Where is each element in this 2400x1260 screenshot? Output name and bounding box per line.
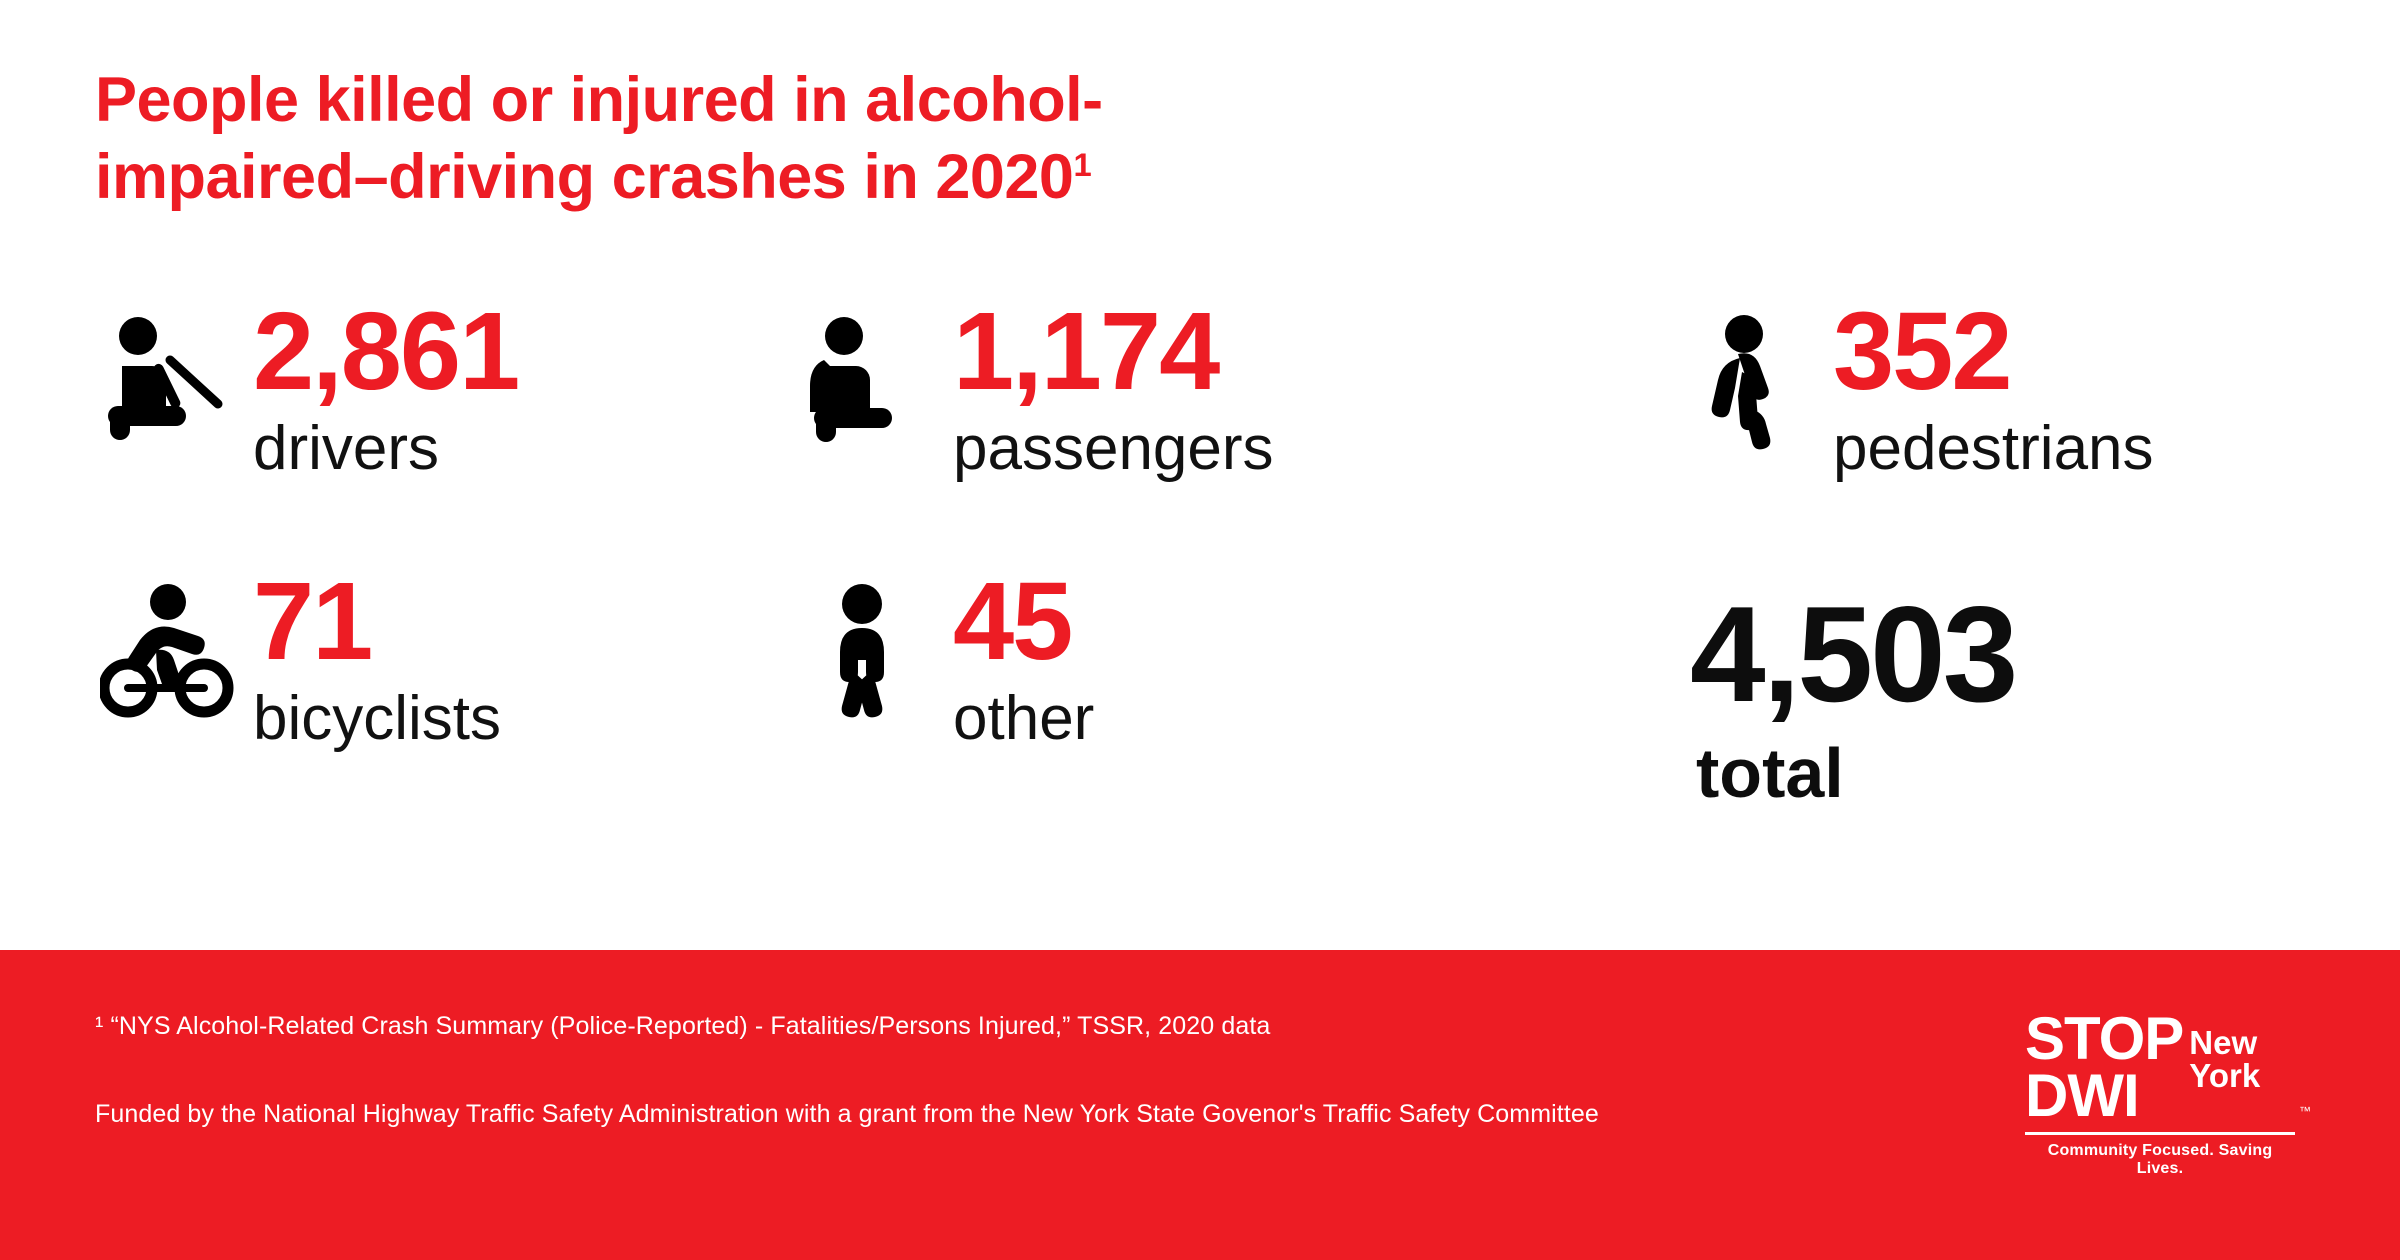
stat-label: bicyclists <box>253 683 502 753</box>
page-title <box>95 62 1695 216</box>
headline-line-2: impaired–driving crashes in 2020 <box>95 141 1074 212</box>
logo-tagline: Community Focused. Saving Lives. <box>2047 1142 2273 1177</box>
stat-bicyclists <box>95 560 795 754</box>
stat-label: passengers <box>953 413 1274 483</box>
total-block <box>1690 578 2310 813</box>
stat-text <box>1825 290 2154 484</box>
logo-york-text: York <box>2189 1057 2261 1094</box>
passenger-icon <box>795 300 945 454</box>
stat-text <box>945 290 1274 484</box>
logo-stop-dwi <box>2025 1005 2184 1129</box>
stop-dwi-logo <box>2025 1005 2311 1178</box>
stat-label: other <box>953 683 1095 753</box>
bicyclist-icon <box>95 570 245 724</box>
total-label: total <box>1696 734 1844 813</box>
headline-line-1: People killed or injured in alcohol- <box>95 65 1103 135</box>
total-value: 4,503 <box>1690 578 2016 730</box>
stat-other <box>795 560 1675 754</box>
stat-value: 352 <box>1833 290 2011 413</box>
trademark-symbol: ™ <box>2299 1104 2311 1118</box>
stat-drivers <box>95 290 795 484</box>
logo-stop-text: STOP <box>2025 1005 2184 1072</box>
stat-pedestrians <box>1675 290 2325 484</box>
stat-label: drivers <box>253 413 440 483</box>
stat-value: 71 <box>253 560 372 683</box>
logo-dwi-text: DWI <box>2025 1062 2139 1129</box>
footnote-marker: 1 <box>1073 145 1092 183</box>
stat-text <box>245 290 519 484</box>
stat-text <box>245 560 502 754</box>
stat-value: 45 <box>953 560 1072 683</box>
footer-bar <box>0 950 2400 1260</box>
stat-label: pedestrians <box>1833 413 2154 483</box>
stat-value: 2,861 <box>253 290 519 413</box>
funding-text: Funded by the National Highway Traffic Safety Administration with a grant from the New York State Govenor's Traffic Safety Committee <box>95 1100 1599 1128</box>
stat-row <box>95 290 2325 570</box>
stat-text <box>945 560 1095 754</box>
logo-wordmark <box>2025 1005 2311 1129</box>
logo-new-text: New <box>2189 1024 2258 1061</box>
stat-passengers <box>795 290 1675 484</box>
driver-icon <box>95 300 245 454</box>
stat-value: 1,174 <box>953 290 1219 413</box>
person-icon <box>795 570 945 724</box>
logo-new-york <box>2183 1010 2260 1092</box>
logo-divider <box>2025 1132 2295 1135</box>
pedestrian-icon <box>1675 300 1825 454</box>
footnote-text: ¹ “NYS Alcohol-Related Crash Summary (Police-Reported) - Fatalities/Persons Injured,” TSSR, 2020 data <box>95 1012 1271 1040</box>
